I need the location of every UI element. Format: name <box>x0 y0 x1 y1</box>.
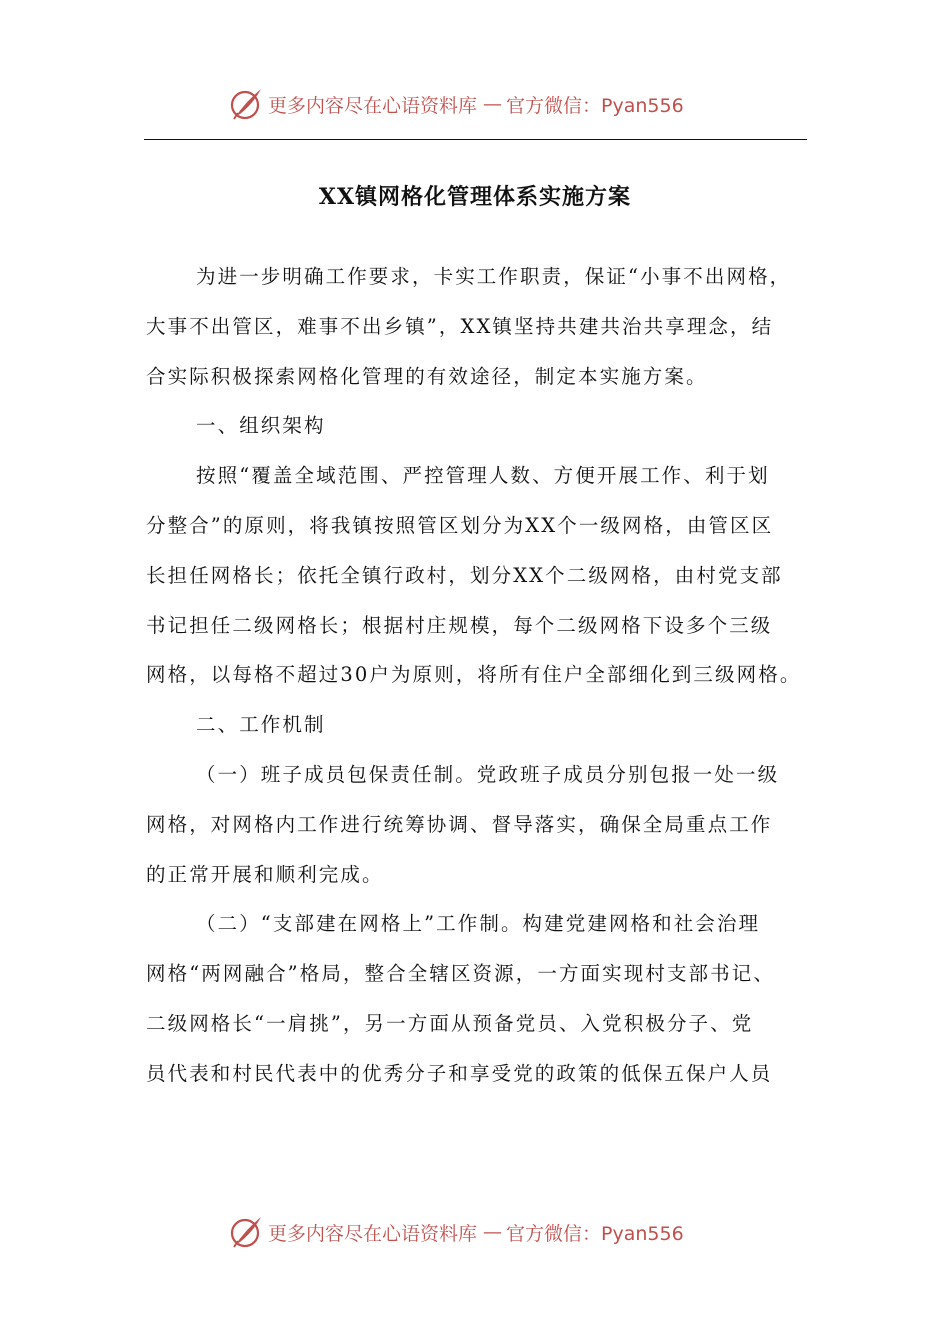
body-line: （一）班子成员包保责任制。党政班子成员分别包报一处一级 <box>196 762 780 786</box>
banner-separator: — <box>483 1221 503 1243</box>
body-line: 员代表和村民代表中的优秀分子和享受党的政策的低保五保户人员 <box>146 1061 773 1085</box>
footer-banner <box>228 1212 684 1252</box>
body-line: 二级网格长“一肩挑”，另一方面从预备党员、入党积极分子、党 <box>146 1011 754 1035</box>
banner-brand-text: 更多内容尽在心语资料库 <box>268 1222 478 1245</box>
section-heading-mechanism: 二、工作机制 <box>196 713 326 737</box>
section-heading-organization: 一、组织架构 <box>196 414 326 438</box>
quill-pen-logo-icon <box>228 1214 264 1250</box>
header-banner <box>228 84 684 124</box>
body-line: 的正常开展和顺利完成。 <box>146 862 384 886</box>
body-line: （二）“支部建在网格上”工作制。构建党建网格和社会治理 <box>196 912 761 936</box>
banner-wechat-text: 官方微信：Pyan556 <box>506 1222 684 1245</box>
body-line: 分整合”的原则，将我镇按照管区划分为XX个一级网格，由管区区 <box>146 513 774 537</box>
body-line: 书记担任二级网格长；根据村庄规模，每个二级网格下设多个三级 <box>146 613 773 637</box>
header-rule <box>144 139 807 140</box>
body-line: 为进一步明确工作要求，卡实工作职责，保证“小事不出网格， <box>196 265 792 288</box>
body-line: 大事不出管区，难事不出乡镇”，XX镇坚持共建共治共享理念，结 <box>146 314 774 338</box>
body-line: 网格，以每格不超过30户为原则，将所有住户全部细化到三级网格。 <box>146 663 802 687</box>
body-line: 长担任网格长；依托全镇行政村，划分XX个二级网格，由村党支部 <box>146 563 783 587</box>
body-line: 合实际积极探索网格化管理的有效途径，制定本实施方案。 <box>146 364 708 388</box>
banner-brand-text: 更多内容尽在心语资料库 <box>268 94 478 117</box>
body-line: 网格“两网融合”格局，整合全辖区资源，一方面实现村支部书记、 <box>146 962 775 986</box>
document-title: XX镇网格化管理体系实施方案 <box>318 184 632 210</box>
body-line: 网格，对网格内工作进行统筹协调、督导落实，确保全局重点工作 <box>146 812 773 836</box>
document-body <box>146 252 814 1099</box>
banner-separator: — <box>483 93 503 115</box>
quill-pen-logo-icon <box>228 86 264 122</box>
body-line: 按照“覆盖全域范围、严控管理人数、方便开展工作、利于划 <box>196 464 770 488</box>
banner-wechat-text: 官方微信：Pyan556 <box>506 94 684 117</box>
